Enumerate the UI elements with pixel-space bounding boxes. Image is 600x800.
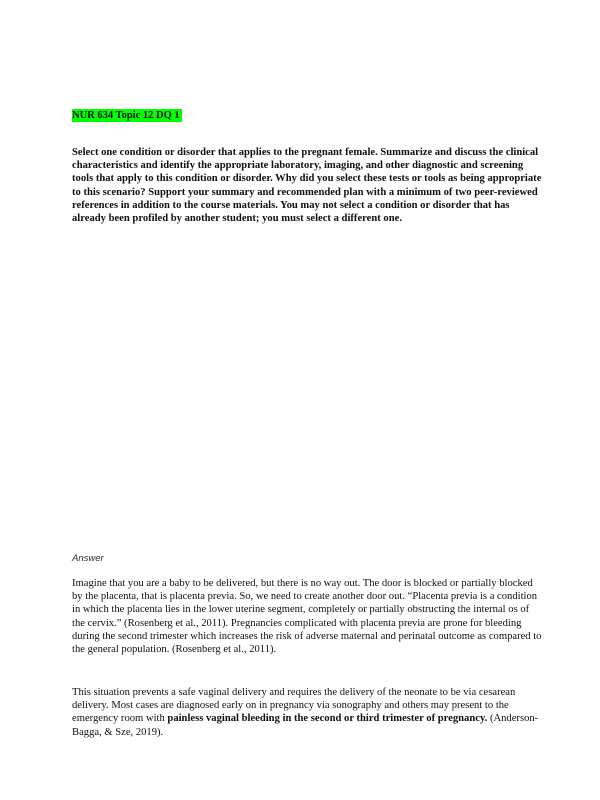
discussion-prompt: Select one condition or disorder that applies to the pregnant female. Summarize and discuss the clinical characteristics and identify the appropriate laboratory, imaging, and other diagnostic and screening tools that apply to this condition or disorder. Why did you select these tests or tools as being appropriate to this scenario? Support your summary and recommended plan with a minimum of two peer-reviewed references in addition to the course materials. You may not select a condition or disorder that has already been profiled by another student; you must select a different one. [72, 147, 542, 225]
paragraph-2-bold-phrase: painless vaginal bleeding in the second or third trimester of pregnancy. [167, 713, 488, 725]
course-title-highlight: NUR 634 Topic 12 DQ 1 [72, 110, 180, 121]
paragraph-2-text-start: This situation prevents a safe vaginal delivery and requires the delivery of the neonate to be via cesarean delivery. Most cases are diagnosed early on in pregnancy via sonography and others may present to the emergency room with [72, 687, 516, 725]
answer-label: Answer [72, 553, 104, 564]
answer-paragraph-2 [72, 686, 542, 739]
paragraph-2-citation: (Anderson-Bagga, & Sze, 2019). [72, 713, 539, 738]
answer-paragraph-1: Imagine that you are a baby to be delivered, but there is no way out. The door is blocked or partially blocked by the placenta, that is placenta previa. So, we need to create another door out. “Placenta previa is a condition in which the placenta lies in the lower uterine segment, completely or partially obstructing the internal os of the cervix.” (Rosenberg et al., 2011). Pregnancies complicated with placenta previa are prone for bleeding during the second trimester which increases the risk of adverse maternal and perinatal outcome as compared to the general population. (Rosenberg et al., 2011). [72, 578, 542, 656]
